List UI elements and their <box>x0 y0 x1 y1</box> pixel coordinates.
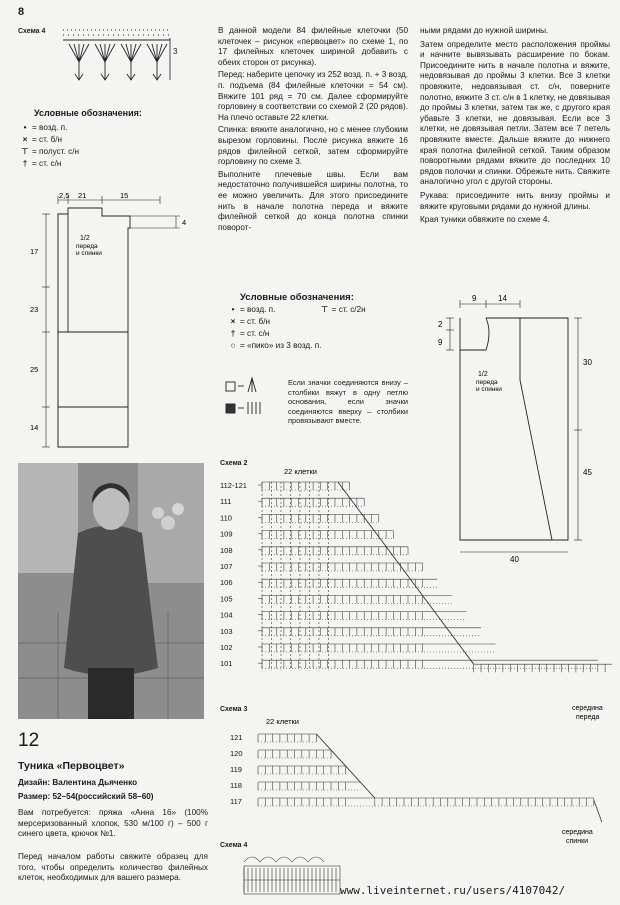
scheme3-center-label: спинки <box>566 838 589 845</box>
legend2-item: ○ = «пико» из 3 возд. п. <box>230 341 322 350</box>
pattern2-dim-right: 45 <box>583 468 592 477</box>
scheme3-row-label: 121 <box>230 733 243 742</box>
pattern1-diagram <box>20 192 210 460</box>
pattern2-dim-bottom: 40 <box>510 555 519 564</box>
paragraph: Спинка: вяжите аналогично, но с менее глубоким вырезом горловины. После рисунка вяжите 16 рядов филейной сеткой, затем сформируйте горловину по схеме 3. <box>218 125 408 167</box>
scheme4-bottom-chart <box>240 852 350 898</box>
scheme4-top-title: Схема 4 <box>18 28 46 35</box>
paragraph: Затем определите место расположения проймы и начните вывязывать расширение по бокам. Присоедините нить в начале полотна и вяжите, недовязывая до проймы 3 клетки. Все 3 клетки провяжите, недовязывая ст. с/н, поверните полотно, вяжите 3 ст. с/н в 1 клетку, не довязывая до проймы 3 клетки, затем так же, с другого края убавьте 3 клетки, не довязывая. Если все 3 клетки, не довязывая петли. Затем все 7 петель провяжите вместе. Дальше вяжите до нижнего края полотна филейной сеткой. Таким образом поворотными рядами вяжите до последних 10 рядов полочки и спинки. Обрежьте нить. Свяжите аналогично угол с другой стороны. <box>420 39 610 187</box>
pattern1-label: и спинки <box>76 250 102 257</box>
scheme2-row-label: 103 <box>220 626 233 636</box>
watermark: www.liveinternet.ru/users/4107042/ <box>340 884 566 897</box>
pattern1-dim-left: 14 <box>30 423 39 432</box>
scheme3-center-arrow <box>594 800 602 822</box>
pattern2-dim-top: 14 <box>498 294 507 303</box>
paragraph: Перед: наберите цепочку из 252 возд. п. + 3 возд. п. подъема (84 филейные клеточки = 54 см). Вяжите 101 ряд = 70 см. Далее сформируйте горловину в соответствии со схемой 2 (20 рядов). На плечо оставьте 22 клетки. <box>218 70 408 122</box>
pattern1-dim-right: 4 <box>182 218 187 227</box>
pattern1-dim-top: 15 <box>120 192 129 200</box>
instructions-col3 <box>420 26 610 226</box>
scheme4-bottom-title: Схема 4 <box>220 842 248 849</box>
scheme2-chart <box>220 464 612 724</box>
article-design: Дизайн: Валентина Дьяченко <box>18 778 138 787</box>
article-title: Туника «Первоцвет» <box>18 760 125 772</box>
pattern1-label: переда <box>76 243 98 250</box>
paragraph: В данной модели 84 филейные клеточки (50 клеточек – рисунок «первоцвет» по схеме 1, по 17 филейных клеточек шириной добавить с обеих сторон от рисунка). <box>218 26 408 67</box>
legend2-item: † = ст. с/н <box>230 329 270 338</box>
pattern1-dim-top: 2,5 <box>59 192 70 200</box>
scheme3-center-label: середина <box>562 829 593 836</box>
paragraph: Выполните плечевые швы. Если вам недостаточно получившейся ширины полотна, то ее можно увеличить. Для этого присоедините нить в начале полотна переда и вяжите филейной сеткой до конца полотна спинки поворот- <box>218 169 408 232</box>
scheme4-top-diagram <box>55 22 185 100</box>
scheme2-row-label: 108 <box>220 545 233 555</box>
legend2-item: × = ст. б/н <box>230 317 271 326</box>
article-intro: Перед началом работы свяжите образец для того, чтобы определить количество филейных клеток, необходимых для вашего размера. <box>18 852 208 883</box>
scheme2-neck-diagonal <box>338 482 474 664</box>
legend1-list <box>18 122 79 170</box>
scheme3-title: Схема 3 <box>220 706 248 713</box>
legend1-item: × = ст. б/н <box>22 135 63 144</box>
scheme2-row-label: 104 <box>220 610 233 620</box>
pattern2-dim-left: 9 <box>438 338 443 347</box>
legend2-list <box>226 304 416 352</box>
legend2-combined-symbols <box>224 376 286 420</box>
pattern2-dim-right: 30 <box>583 358 592 367</box>
pattern1-dim-left: 25 <box>30 365 39 374</box>
pattern1-dim-left: 23 <box>30 305 39 314</box>
pattern1-dim-left: 17 <box>30 247 39 256</box>
scheme2-title: Схема 2 <box>220 460 248 467</box>
model-photo-image <box>18 463 204 719</box>
pattern2-dim-top: 9 <box>472 294 477 303</box>
scheme2-row-label: 107 <box>220 562 233 571</box>
legend2-title: Условные обозначения: <box>240 292 354 303</box>
pattern2-label: 1/2 <box>478 371 488 378</box>
paragraph: ными рядами до нужной ширины. <box>420 26 549 35</box>
legend2-note: Если значки соединяются внизу – столбики вяжут в одну петлю основания, если значки соединяются вверху – столбики провязывают вместе. <box>288 378 408 426</box>
scheme2-row-label: 110 <box>220 513 232 523</box>
scheme2-row-label: 106 <box>220 578 233 588</box>
scheme3-row-label: 119 <box>230 765 242 774</box>
scheme2-row-label: 101 <box>220 659 233 669</box>
paragraph: Рукава: присоедините нить внизу проймы и вяжите круговыми рядами до нужной длины. <box>420 190 610 211</box>
scheme2-row-label: 102 <box>220 643 233 652</box>
scheme2-row-label: 105 <box>220 594 233 604</box>
page-number: 8 <box>18 6 25 18</box>
scheme3-top-label: 22 клетки <box>266 717 299 726</box>
scheme2-row-label: 111 <box>220 497 232 507</box>
legend1-title: Условные обозначения: <box>34 108 142 118</box>
scheme3-chart <box>220 712 612 847</box>
scheme3-row-label: 120 <box>230 749 243 758</box>
article-number: 12 <box>18 730 40 751</box>
scheme2-center-label: переда <box>576 714 600 721</box>
pattern2-dim-left: 2 <box>438 320 443 329</box>
scheme2-row-label: 112-121 <box>220 481 247 490</box>
legend1-item: • = возд. п. <box>23 123 68 132</box>
legend1-item: ⊤ = полуст. с/н <box>21 147 80 156</box>
article-materials: Вам потребуется: пряжа «Анна 16» (100% мерсеризованный хлопок, 530 м/100 г) – 500 г синего цвета, крючок №1. <box>18 808 208 839</box>
instructions-col2 <box>218 26 408 233</box>
pattern1-dim-top: 21 <box>78 192 87 200</box>
scheme4-row-count: 3 <box>173 47 178 56</box>
pattern2-label: переда <box>476 379 498 386</box>
legend1-item: † = ст. с/н <box>22 159 62 168</box>
legend2-item: • = возд. п. ⊤ = ст. с/2н <box>231 305 366 314</box>
scheme2-center-label: середина <box>572 705 603 712</box>
model-photo <box>18 463 204 719</box>
scheme2-top-label: 22 клетки <box>284 467 317 476</box>
paragraph: Края туники обвяжите по схеме 4. <box>420 215 550 225</box>
scheme2-row-label: 109 <box>220 529 233 539</box>
article-size: Размер: 52–54(российский 58–60) <box>18 792 154 801</box>
scheme3-row-label: 118 <box>230 781 242 790</box>
pattern2-label: и спинки <box>476 386 502 393</box>
scheme3-row-label: 117 <box>230 797 242 806</box>
pattern1-label: 1/2 <box>80 235 90 242</box>
